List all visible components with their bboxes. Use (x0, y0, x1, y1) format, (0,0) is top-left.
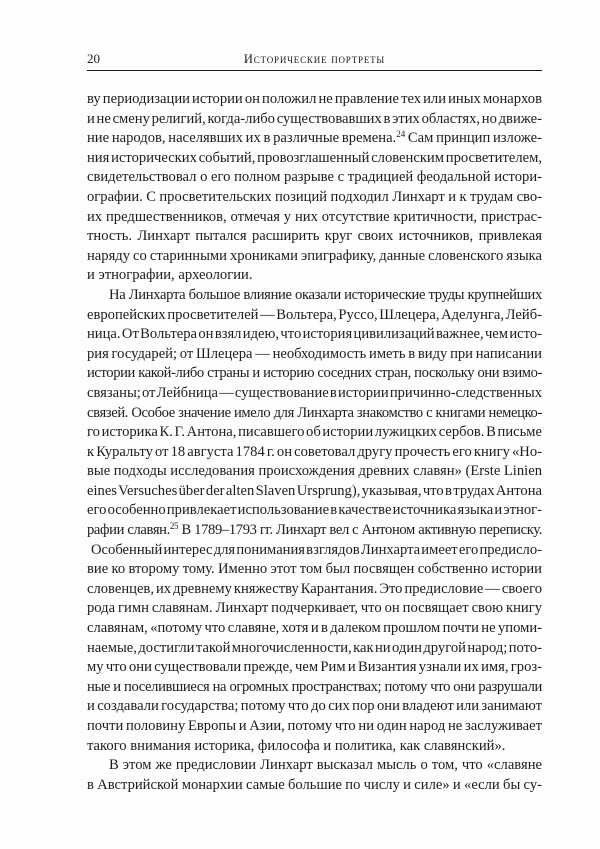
line-text: ографии. С просветительских позиций подходил Линхарт и к трудам сво- (87, 188, 542, 205)
line-text-continued: В 1789–1793 гг. Линхарт вел с Антоном активную переписку. (178, 522, 542, 539)
text-line (87, 364, 542, 384)
text-line (87, 599, 542, 619)
text-line (87, 521, 542, 541)
line-text: ву периодизации истории он положил не правление тех или иных монархов (87, 91, 542, 107)
line-text: В этом же предисловии Линхарт высказал мысль о том, что «славяне (109, 757, 542, 774)
text-line (87, 149, 542, 169)
text-line (87, 639, 542, 659)
line-text: почти половину Европы и Азии, потому что ни один народ не заслуживает (87, 718, 542, 734)
line-text: такого внимания историка, философа и политика, как славянский». (87, 737, 506, 754)
body-text (87, 90, 542, 795)
line-text: и этнографии, археологии. (87, 267, 253, 284)
line-text: европейских просветителей — Вольтера, Руссо, Шлецера, Аделунга, Лейб- (87, 306, 542, 323)
line-text: истории какой-либо страны и историю соседних стран, поскольку они взимо- (87, 365, 542, 382)
text-line (87, 404, 542, 424)
line-text: рода гимн славянам. Линхарт подчеркивает, что он посвящает свою книгу (87, 600, 542, 617)
running-head (87, 50, 542, 68)
line-text: му что они существовали прежде, чем Рим и Византия узнали их имя, гроз- (87, 659, 542, 676)
text-line (87, 443, 542, 463)
line-text: Особенный интерес для понимания взглядов Линхарта имеет его предисло- (91, 541, 542, 558)
text-line (87, 717, 542, 737)
text-line (87, 110, 542, 130)
line-text: к Куральту от 18 августа 1784 г. он советовал другу прочесть его книгу «Но- (87, 443, 542, 460)
text-line (87, 678, 542, 698)
line-text: вые подходы исследования происхождения древних славян» (Erste Linien (87, 463, 542, 480)
line-text: его особенно привлекает использование в качестве источника языка и этног- (87, 502, 542, 519)
text-line (87, 560, 542, 580)
text-line (87, 247, 542, 267)
text-line (87, 129, 542, 149)
line-text: рафии славян. (87, 522, 170, 539)
line-text: рия государей; от Шлецера — необходимость иметь в виду при написании (87, 345, 542, 362)
line-text: и создавали государства; потому что до сих пор они владеют или занимают (87, 698, 542, 715)
text-line (87, 345, 542, 365)
footnote-marker[interactable]: 25 (169, 521, 179, 532)
text-line (87, 501, 542, 521)
text-line (87, 286, 542, 306)
text-line (87, 580, 542, 600)
text-line (87, 423, 542, 443)
text-line (87, 697, 542, 717)
line-text: славянам, «потому что славяне, хотя и в далеком прошлом почти не упоми- (87, 620, 542, 637)
line-text: ния исторических событий, провозглашенный словенским просветителем, (87, 149, 542, 166)
text-line (87, 227, 542, 247)
text-line (87, 208, 542, 228)
line-text: наряду со старинными хрониками эпиграфику, данные словенского языка (87, 247, 542, 264)
line-text: их предшественников, отмечая у них отсутствие критичности, пристрас- (87, 208, 542, 225)
line-text: ница. От Вольтера он взял идею, что история цивилизаций важнее, чем исто- (87, 326, 542, 343)
running-title: Исторические портреты (243, 52, 386, 66)
line-text: вие ко второму тому. Именно этот том был посвящен собственно истории (87, 561, 542, 578)
text-line (87, 266, 542, 286)
line-text: ние народов, населявших их в различные времена. (87, 130, 397, 147)
header-rule (87, 70, 542, 71)
text-line (87, 168, 542, 188)
text-line (87, 776, 542, 796)
line-text: eines Versuches über der alten Slaven Ursprung), указывая, что в трудах Антона (87, 482, 542, 499)
text-line (87, 325, 542, 345)
text-line (87, 541, 542, 561)
page-number: 20 (87, 51, 100, 66)
text-line (87, 188, 542, 208)
line-text: На Линхарта большое влияние оказали исторические труды крупнейших (109, 286, 542, 303)
line-text: словенцев, их древнему княжеству Карантания. Это предисловие — своего (87, 580, 542, 597)
text-line (87, 462, 542, 482)
text-line (87, 756, 542, 776)
text-line (87, 737, 542, 757)
line-text: го историка К. Г. Антона, писавшего об истории лужицких сербов. В письме (87, 424, 542, 441)
line-text: связей. Особое значение имело для Линхарта знакомство с книгами немецко- (87, 404, 542, 421)
line-text: связаны; от Лейбница — существование в истории причинно-следственных (87, 384, 542, 401)
footnote-marker[interactable]: 24 (396, 129, 406, 140)
line-text: наемые, достигли такой многочисленности, как ни один другой народ; пото- (87, 639, 542, 656)
line-text: свидетельствовал о его полном разрыве с традицией феодальной истори- (87, 169, 542, 186)
text-line (87, 658, 542, 678)
line-text: в Австрийской монархии самые большие по числу и силе» и «если бы су- (87, 776, 542, 793)
text-line (87, 482, 542, 502)
line-text: и не смену религий, когда-либо существовавших в этих областях, но движе- (87, 110, 542, 127)
text-line (87, 90, 542, 110)
line-text: тность. Линхарт пытался расширить круг своих источников, привлекая (87, 228, 542, 245)
text-line (87, 384, 542, 404)
line-text: ные и поселившиеся на огромных пространствах; потому что они разрушали (87, 678, 542, 695)
line-text-continued: Сам принцип изложе- (405, 130, 542, 147)
text-line (87, 306, 542, 326)
text-line (87, 619, 542, 639)
